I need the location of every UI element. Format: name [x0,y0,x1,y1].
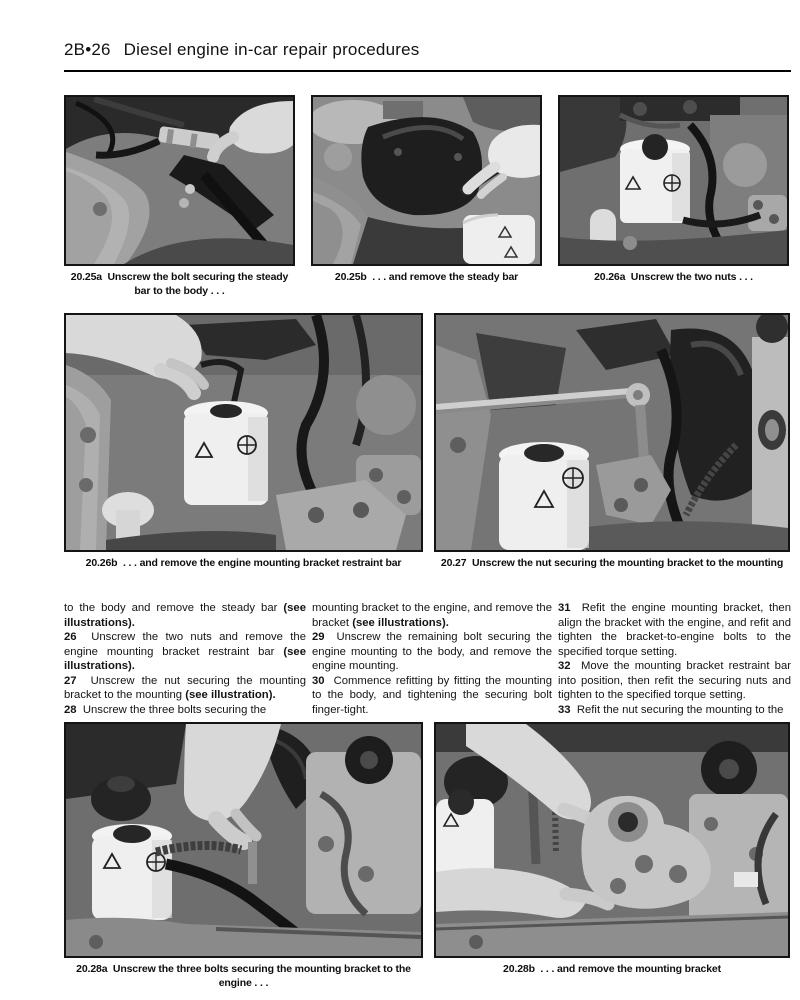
paragraph-30: 30 Commence refitting by fitting the mounting to the body, and tightening the securing bolt finger-tight. [312,674,552,716]
paragraph-26: 26 Unscrew the two nuts and remove the engine mounting bracket restraint bar (see illustrations). [64,631,306,673]
photo-20-26b [64,313,423,552]
figure-caption: 20.27 Unscrew the nut securing the mounting bracket to the mounting [440,557,784,569]
figure-20-28a [64,722,423,990]
body-column-2 [312,601,552,717]
paragraph-25-continued: to the body and remove the steady bar (see illustrations). [64,602,306,629]
paragraph-28: 28 Unscrew the three bolts securing the [64,703,267,716]
paragraph-32: 32 Move the mounting bracket restraint bar into position, then refit the securing nuts and tighten to the specified torque setting. [558,660,791,702]
page-title: Diesel engine in-car repair procedures [123,40,420,59]
body-column-1 [64,601,306,717]
photo-20-25b [311,95,542,266]
body-column-3 [558,601,791,717]
figure-caption: 20.25b . . . and remove the steady bar [334,271,519,283]
photo-20-25a [64,95,295,266]
figure-20-26a [558,95,789,285]
header-rule [64,70,791,72]
paragraph-28-continued: mounting bracket to the engine, and remove the bracket (see illustrations). [312,602,552,629]
paragraph-29: 29 Unscrew the remaining bolt securing the engine mounting to the body, and remove the engine mounting. [312,631,552,673]
page-number: 2B•26 [64,40,111,59]
photo-20-27 [434,313,790,552]
figure-20-25b [311,95,542,285]
figure-caption: 20.25a Unscrew the bolt securing the steady bar to the body . . . [70,271,289,297]
paragraph-27: 27 Unscrew the nut securing the mounting bracket to the mounting (see illustration). [64,674,306,702]
figure-caption: 20.28b . . . and remove the mounting bracket [503,963,721,975]
figure-caption: 20.26a Unscrew the two nuts . . . [594,271,753,283]
figure-20-27 [434,313,790,571]
figure-caption: 20.28a Unscrew the three bolts securing the mounting bracket to the engine . . . [76,963,411,989]
paragraph-33: 33 Refit the nut securing the mounting to the [558,703,784,716]
figure-20-25a [64,95,295,298]
figure-20-28b [434,722,790,977]
paragraph-31: 31 Refit the engine mounting bracket, then align the bracket with the engine, and refit and tighten the bracket-to-engine bolts to the specified torque setting. [558,602,791,658]
figure-caption: 20.26b . . . and remove the engine mounting bracket restraint bar [85,557,402,569]
photo-20-26a [558,95,789,266]
photo-20-28a [64,722,423,958]
page-header [64,40,419,60]
photo-20-28b [434,722,790,958]
figure-20-26b [64,313,423,571]
